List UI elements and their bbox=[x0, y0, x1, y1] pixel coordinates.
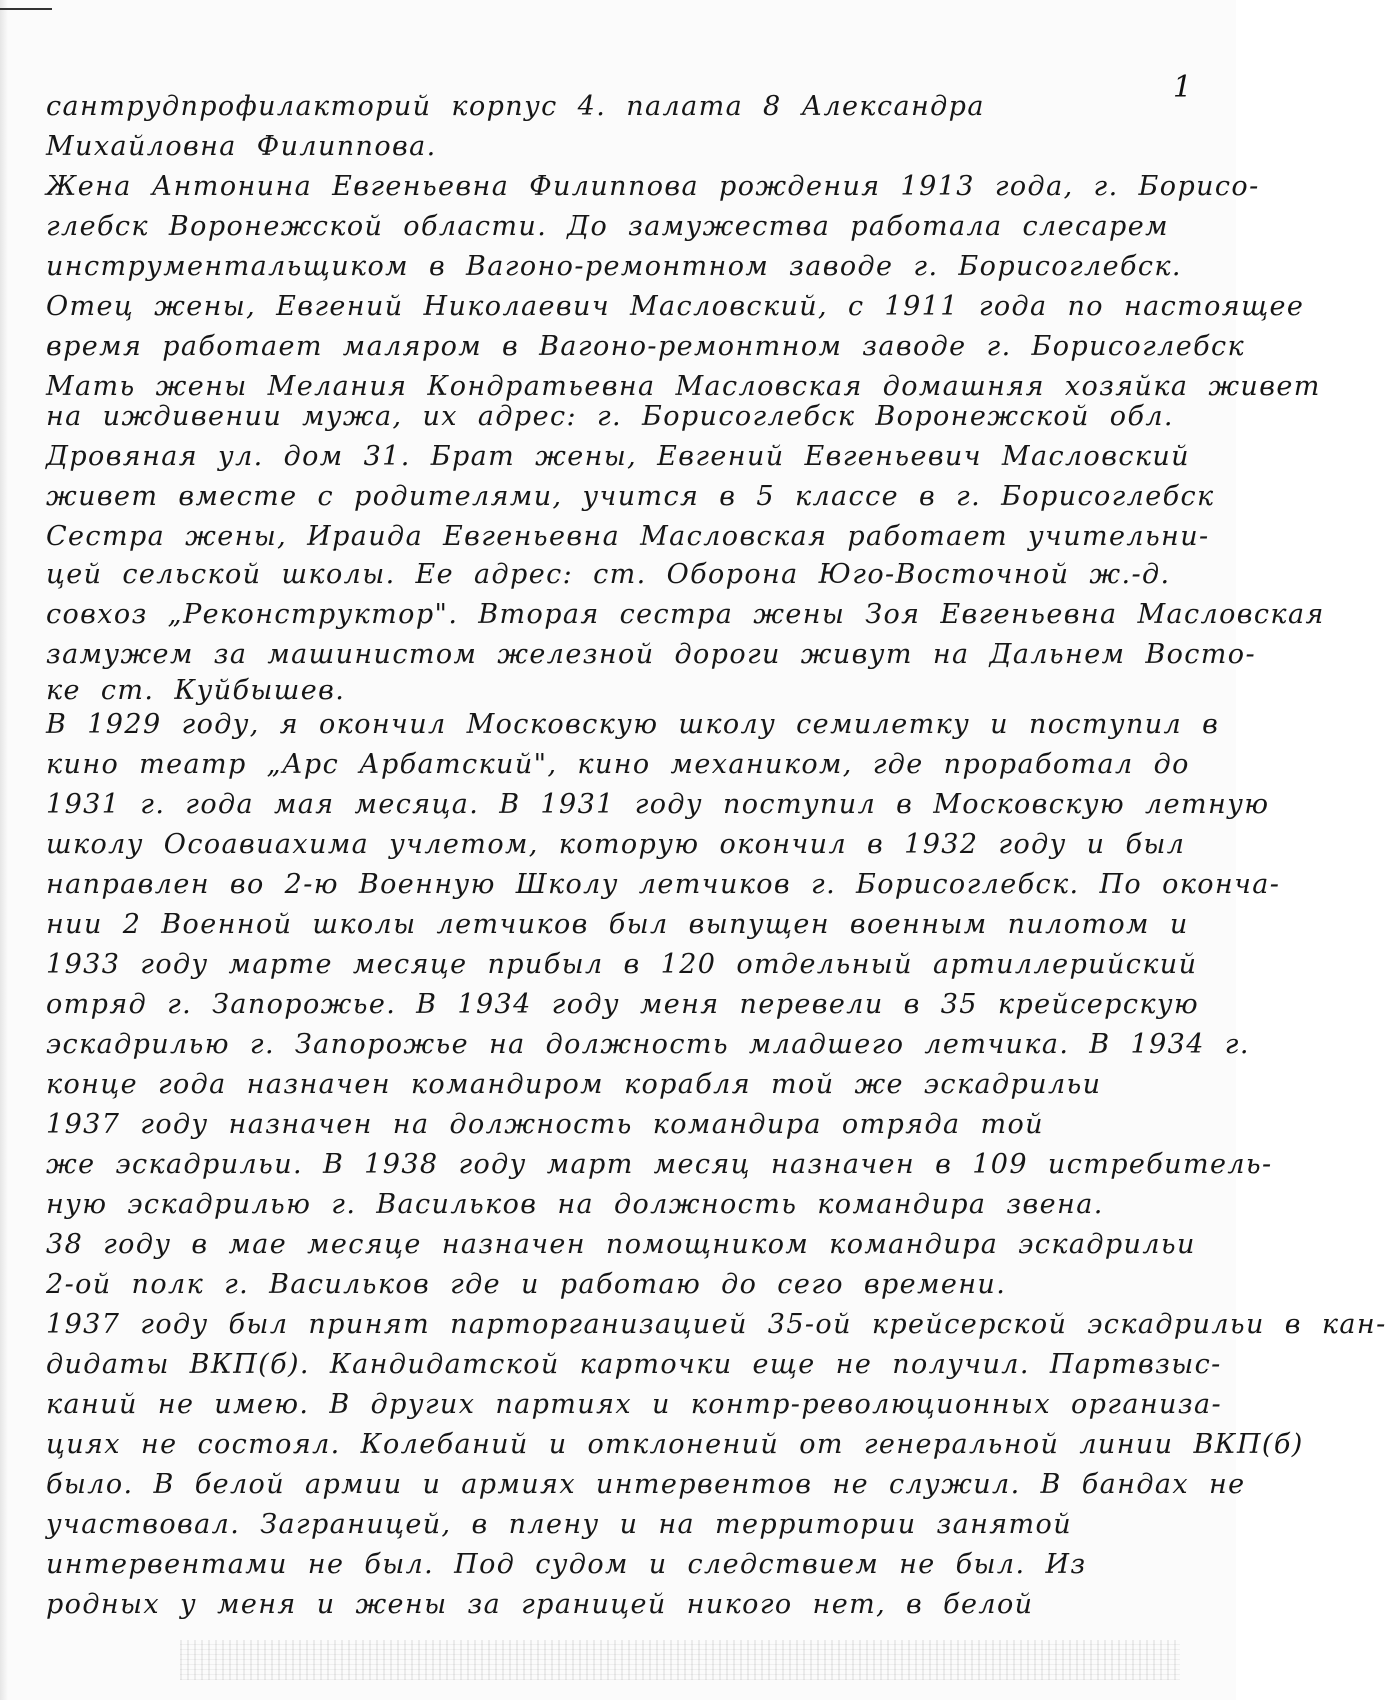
text-line: отряд г. Запорожье. В 1934 году меня перевели в 35 крейсерскую bbox=[46, 989, 1200, 1020]
text-line: же эскадрильи. В 1938 году март месяц назначен в 109 истребитель- bbox=[46, 1149, 1273, 1180]
text-line: ную эскадрилью г. Васильков на должность командира звена. bbox=[46, 1189, 1104, 1220]
text-line: было. В белой армии и армиях интервентов не служил. В бандах не bbox=[46, 1469, 1246, 1500]
text-line: родных у меня и жены за границей никого нет, в белой bbox=[46, 1589, 1034, 1620]
text-line: 1937 году назначен на должность командира отряда той bbox=[46, 1109, 1044, 1140]
text-line: 1937 году был принят парторганизацией 35-ой крейсерской эскадрильи в кан- bbox=[46, 1309, 1387, 1340]
text-line: совхоз „Реконструктор". Вторая сестра жены Зоя Евгеньевна Масловская bbox=[46, 599, 1325, 630]
text-line: В 1929 году, я окончил Московскую школу семилетку и поступил в bbox=[46, 709, 1220, 740]
text-line: глебск Воронежской области. До замужества работала слесарем bbox=[46, 211, 1169, 242]
text-line: цей сельской школы. Ее адрес: ст. Оборона Юго-Восточной ж.-д. bbox=[46, 559, 1171, 590]
text-line: Мать жены Мелания Кондратьевна Масловская домашняя хозяйка живет bbox=[46, 371, 1321, 402]
text-line: 1933 году марте месяце прибыл в 120 отдельный артиллерийский bbox=[46, 949, 1198, 980]
text-line: ке ст. Куйбышев. bbox=[46, 675, 346, 706]
text-line: нии 2 Военной школы летчиков был выпущен военным пилотом и bbox=[46, 909, 1189, 940]
text-line: инструментальщиком в Вагоно-ремонтном заводе г. Борисоглебск. bbox=[46, 251, 1182, 282]
text-line: Михайловна Филиппова. bbox=[46, 131, 437, 162]
text-line: время работает маляром в Вагоно-ремонтном заводе г. Борисоглебск bbox=[46, 331, 1246, 362]
text-line: 1931 г. года мая месяца. В 1931 году поступил в Московскую летную bbox=[46, 789, 1270, 820]
top-rule bbox=[0, 8, 52, 10]
text-line: эскадрилью г. Запорожье на должность младшего летчика. В 1934 г. bbox=[46, 1029, 1250, 1060]
text-line: 38 году в мае месяце назначен помощником командира эскадрильи bbox=[46, 1229, 1196, 1260]
text-line: на иждивении мужа, их адрес: г. Борисоглебск Воронежской обл. bbox=[46, 401, 1174, 432]
text-line: кино театр „Арс Арбатский", кино механиком, где проработал до bbox=[46, 749, 1190, 780]
text-line: сантрудпрофилакторий корпус 4. палата 8 Александра bbox=[46, 91, 985, 122]
text-line: живет вместе с родителями, учится в 5 классе в г. Борисоглебск bbox=[46, 481, 1215, 512]
page-number: 1 bbox=[1172, 70, 1192, 105]
text-line: Сестра жены, Ираида Евгеньевна Масловская работает учительни- bbox=[46, 521, 1210, 552]
text-line: 2-ой полк г. Васильков где и работаю до сего времени. bbox=[46, 1269, 1007, 1300]
text-line: циях не состоял. Колебаний и отклонений от генеральной линии ВКП(б) bbox=[46, 1429, 1304, 1460]
scan-edge-shadow bbox=[0, 0, 8, 1700]
text-line: дидаты ВКП(б). Кандидатской карточки еще не получил. Партвзыс- bbox=[46, 1349, 1222, 1380]
text-line: направлен во 2-ю Военную Школу летчиков г. Борисоглебск. По оконча- bbox=[46, 869, 1281, 900]
text-line: конце года назначен командиром корабля той же эскадрильи bbox=[46, 1069, 1102, 1100]
text-line: Жена Антонина Евгеньевна Филиппова рождения 1913 года, г. Борисо- bbox=[46, 171, 1260, 202]
text-line: Отец жены, Евгений Николаевич Масловский, с 1911 года по настоящее bbox=[46, 291, 1305, 322]
text-line: интервентами не был. Под судом и следствием не был. Из bbox=[46, 1549, 1087, 1580]
text-line: школу Осоавиахима учлетом, которую окончил в 1932 году и был bbox=[46, 829, 1186, 860]
text-line: участвовал. Заграницей, в плену и на территории занятой bbox=[46, 1509, 1073, 1540]
scan-noise bbox=[180, 1640, 1180, 1680]
text-line: Дровяная ул. дом 31. Брат жены, Евгений Евгеньевич Масловский bbox=[46, 441, 1190, 472]
text-line: замужем за машинистом железной дороги живут на Дальнем Восто- bbox=[46, 639, 1256, 670]
text-line: каний не имею. В других партиях и контр-революционных организа- bbox=[46, 1389, 1222, 1420]
